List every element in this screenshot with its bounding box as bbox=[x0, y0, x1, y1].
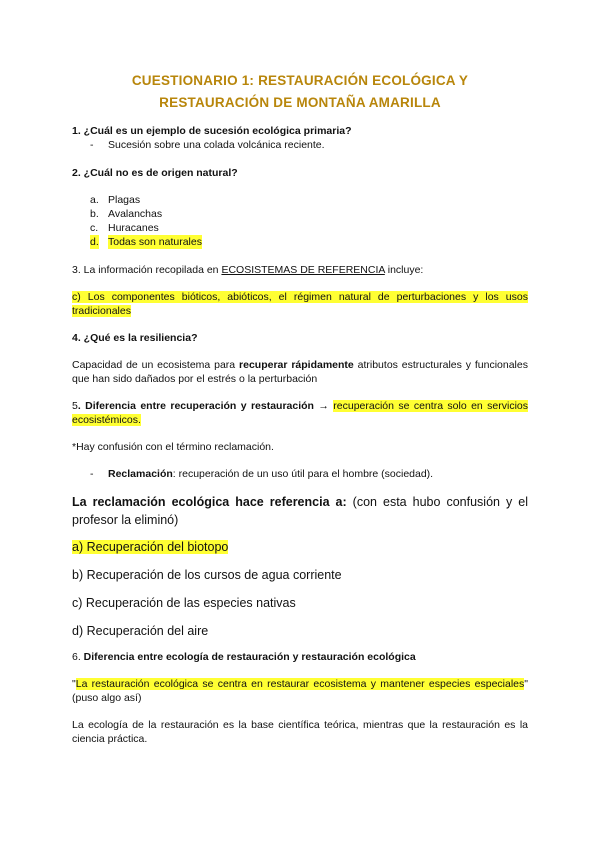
arrow: → bbox=[313, 400, 334, 412]
question-3-post: incluye: bbox=[384, 264, 424, 276]
question-6-number: 6. bbox=[72, 651, 81, 663]
option-text-highlighted: Todas son naturales bbox=[108, 236, 202, 248]
question-5-number: 5 bbox=[72, 400, 78, 412]
question-1: 1. ¿Cuál es un ejemplo de sucesión ecológica primaria? bbox=[72, 125, 352, 137]
answer-6-quote bbox=[72, 677, 528, 705]
option-text: Avalanchas bbox=[108, 208, 163, 220]
question-3-underlined: ECOSISTEMAS DE REFERENCIA bbox=[221, 264, 385, 276]
question-4: 4. ¿Qué es la resiliencia? bbox=[72, 332, 198, 344]
option-marker: a. bbox=[90, 194, 99, 206]
dash-marker: - bbox=[90, 139, 94, 151]
question-reclamacion bbox=[72, 493, 528, 529]
quote-close: " bbox=[524, 678, 528, 690]
answer-4 bbox=[72, 358, 528, 386]
question-reclamacion-bold: La reclamación ecológica hace referencia a: bbox=[72, 495, 347, 509]
option-reclamacion-c: c) Recuperación de las especies nativas bbox=[72, 596, 296, 610]
quote-text: La restauración ecológica se centra en restaurar ecosistema y mantener especies especiales bbox=[75, 678, 525, 690]
option-reclamacion-d: d) Recuperación del aire bbox=[72, 624, 209, 638]
question-6-text: Diferencia entre ecología de restauración y restauración ecológica bbox=[80, 651, 416, 663]
option-marker: d. bbox=[90, 236, 99, 248]
answer-4-post: atributos estructurales y funcionales que han sido dañados por el estrés o la perturbación bbox=[72, 359, 528, 385]
note-confusion: *Hay confusión con el término reclamación. bbox=[72, 441, 274, 453]
bullet-reclamacion-text bbox=[108, 467, 433, 481]
title-line-1: CUESTIONARIO 1: RESTAURACIÓN ECOLÓGICA Y bbox=[131, 73, 469, 88]
answer-5-text: recuperación se centra solo en servicios ecosistémicos. bbox=[72, 400, 528, 426]
title-line-2: RESTAURACIÓN DE MONTAÑA AMARILLA bbox=[159, 95, 441, 110]
answer-3 bbox=[72, 290, 528, 318]
question-3-pre: 3. La información recopilada en bbox=[72, 264, 222, 276]
question-6 bbox=[72, 650, 528, 664]
bullet-definition: : recuperación de un uso útil para el hombre (sociedad). bbox=[172, 468, 434, 480]
document-title bbox=[72, 70, 528, 114]
option-highlighted: a) Recuperación del biotopo bbox=[72, 540, 229, 554]
question-reclamacion-note: (con esta hubo confusión y el profesor la eliminó) bbox=[72, 495, 528, 527]
option-marker: c. bbox=[90, 222, 99, 234]
answer-3-text: c) Los componentes bióticos, abióticos, el régimen natural de perturbaciones y los usos tradicionales bbox=[72, 291, 528, 317]
quote-open: " bbox=[72, 678, 76, 690]
option-reclamacion-b: b) Recuperación de los cursos de agua corriente bbox=[72, 568, 342, 582]
answer-6-explanation: La ecología de la restauración es la base científica teórica, mientras que la restauración es la ciencia práctica. bbox=[72, 719, 528, 745]
answer-4-bold: recuperar rápidamente bbox=[239, 359, 354, 371]
bullet-term: Reclamación bbox=[108, 468, 173, 480]
answer-4-pre: Capacidad de un ecosistema para bbox=[72, 359, 240, 371]
option-text: Huracanes bbox=[108, 222, 159, 234]
question-5 bbox=[72, 399, 528, 427]
question-2: 2. ¿Cuál no es de origen natural? bbox=[72, 167, 238, 179]
quote-note: (puso algo así) bbox=[72, 692, 142, 704]
option-reclamacion-a bbox=[72, 538, 528, 556]
dash-marker: - bbox=[90, 468, 94, 480]
option-text: Plagas bbox=[108, 194, 141, 206]
question-5-text: . Diferencia entre recuperación y restauración bbox=[77, 400, 314, 412]
question-3 bbox=[72, 263, 528, 277]
answer-1-text: Sucesión sobre una colada volcánica reciente. bbox=[108, 139, 325, 151]
option-marker: b. bbox=[90, 208, 99, 220]
